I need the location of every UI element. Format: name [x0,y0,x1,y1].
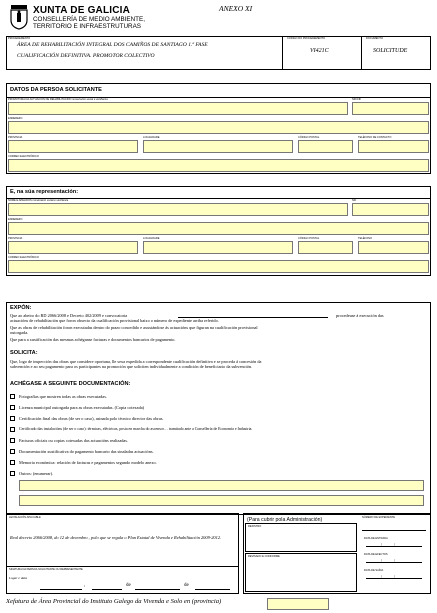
representative-title: E, na súa representación: [10,189,79,195]
entry-date-field[interactable]: // [366,543,422,547]
representative-email-label: CORREO ELECTRÓNICO [8,256,39,259]
document-type: SOLICITUDE [373,48,408,54]
applicant-address-label: ENDEREZO [8,117,23,120]
exit-date-field[interactable]: // [366,575,422,579]
brand-name: XUNTA DE GALICIA [33,5,131,16]
applicant-postcode-label: CÓDIGO POSTAL [298,136,320,139]
date-year-line[interactable] [195,589,230,590]
expon-line-1-end: procedeuse á execución das [336,313,384,318]
representative-locality-field[interactable] [143,241,293,254]
doc-item-licence: Licenza municipal outorgada para as obras executadas. (Copia cotexada) [19,405,145,410]
exit-date-label: DATA DE SAÍDA [364,569,384,572]
representative-locality-label: LOCALIDADE [143,237,160,240]
reviewed-box [245,553,357,592]
document-label: DOCUMENTO [366,37,383,40]
legislation-text: Real decreto 2066/2008, do 12 de decembro , polo que se regula o Plan Estatal de Vivenda e Rehabilitación 2009-2012. [10,535,222,540]
applicant-locality-label: LOCALIDADE [143,136,160,139]
doc-checkbox-invoices[interactable] [10,438,15,443]
applicant-email-field[interactable] [8,159,429,172]
expon-line-3: Que as obras de rehabilitación foron executadas dentro do prazo concedido e axustándose ás actuacións que figuran na cualificación provisional [10,325,258,330]
applicant-province-label: PROVINCIA [8,136,23,139]
department-line-1: CONSELLERÍA DE MEDIO AMBIENTE, [33,16,145,23]
representative-phone-field[interactable] [358,241,429,254]
applicant-postcode-field[interactable] [298,140,353,153]
doc-checkbox-final-certificate[interactable] [10,416,15,421]
applicant-address-field[interactable] [8,121,429,134]
expon-line-1: Que ao abeiro do RD 2066/2008 e Decreto 402/2009 e convocatoria [10,313,128,318]
promoter-label: PROMOTORA DA ACTUACIÓN DE REHABILITACIÓN nome/razón social e veciñanza [8,98,108,101]
file-number-line[interactable] [362,530,426,531]
legislation-box [6,513,239,594]
procedure-title: ÁREA DE REHABILITACIÓN INTEGRAL DOS CAMIÑOS DE SANTIAGO 1.ª FASE [17,42,208,48]
expon-line-4: outorgada. [10,330,29,335]
representative-postcode-field[interactable] [298,241,353,254]
doc-item-payment-proof: Documentación xustificativa do pagamento bancario das sinaladas actuacións. [19,449,154,454]
solicita-title: SOLICITA: [10,350,38,356]
province-field[interactable] [267,598,329,610]
reviewed-label: REVISADO E CONFORME [248,555,280,558]
solicita-line-2: subvención e ao seu pagamento para os participantes na promoción que soliciten individualmente a condición de beneficiario da subvención. [10,364,253,369]
solicita-line-1: Que, logo de inspección das obras que considere oportuna, lle sexa expedida a correspondente cualificación definitiva e se proceda á concesión da [10,359,262,364]
date-de-1: de [126,583,131,588]
legislation-label: LEXISLACIÓN APLICABLE [9,516,41,519]
doc-checkbox-installations[interactable] [10,427,15,432]
register-box [245,523,357,552]
applicant-phone-field[interactable] [358,140,429,153]
representative-name-field[interactable] [8,203,348,216]
doc-checkbox-others[interactable] [10,471,15,476]
applicant-locality-field[interactable] [143,140,293,153]
representative-postcode-label: CÓDIGO POSTAL [298,237,320,240]
doc-checkbox-economic-report[interactable] [10,460,15,465]
applicant-title: DATOS DA PERSOA SOLICITANTE [10,87,102,93]
date-de-2: de [184,583,189,588]
representative-address-label: ENDEREZO [8,218,23,221]
applicant-province-field[interactable] [8,140,138,153]
representative-nif-label: NIF [352,199,357,202]
entry-date-label: DATA DE ENTRADA [364,537,388,540]
doc-item-installations: Certificado das instalacións (de ser o caso): térmicas, eléctricas, posta en marcha do ascensor… tramitado ante a Consellería de Economía e Industria. [19,427,253,431]
applicant-email-label: CORREO ELECTRÓNICO [8,155,39,158]
annex-label: ANEXO XI [219,4,253,13]
expon-line-2: actuacións de rehabilitación que foron obxecto da cualificación provisional baixo o número de expediente arriba referido. [10,318,219,323]
applicant-nif-label: NIF/CIF [352,98,362,101]
others-field-2[interactable] [19,495,424,506]
representative-province-field[interactable] [8,241,138,254]
doc-item-final-certificate: Certificación final das obras (de ser o caso), asinada polo técnico director das obras. [19,416,164,421]
applicant-nif-field[interactable] [352,102,429,115]
applicant-phone-label: TELÉFONO DE CONTACTO [358,136,392,139]
register-label: REXISTRO [248,525,262,528]
department-line-2: TERRITORIO E INFRAESTRUTURAS [33,23,141,30]
representative-address-field[interactable] [8,222,429,235]
promoter-name-field[interactable] [8,102,348,115]
coat-of-arms-icon [8,4,30,30]
date-day-line[interactable] [92,589,122,590]
representative-nif-field[interactable] [352,203,429,216]
xunta-logo [8,4,30,30]
others-field-1[interactable] [19,480,424,491]
procedure-code-label: CÓDIGO DO PROCEDEMENTO [287,37,325,40]
provincial-office-text: Xefatura de Área Provincial do Instituto Galego da Vivenda e Solo en (provincia) [6,598,222,605]
effects-date-field[interactable]: // [366,559,422,563]
doc-item-economic-report: Memoria económica: relación de facturas e pagamentos segundo modelo anexo. [19,460,157,465]
representative-phone-label: TELÉFONO [358,237,372,240]
doc-checkbox-licence[interactable] [10,405,15,410]
admin-title: (Para cubrir pola Administración) [247,517,323,523]
date-place-line[interactable] [40,589,82,590]
representative-name-label: NOME E APELIDOS nome/razón social e veciñanza [8,199,69,202]
effects-date-label: DATA DE EFECTOS [364,553,388,556]
documents-title: ACHÉGASE A SEGUINTE DOCUMENTACIÓN: [10,381,131,387]
doc-item-others: Outros: (enumerar). [19,471,54,476]
procedure-code: VI421C [310,48,329,54]
expon-title: EXPÓN: [10,305,32,311]
representative-email-field[interactable] [8,260,429,273]
representative-province-label: PROVINCIA [8,237,23,240]
doc-checkbox-payment-proof[interactable] [10,449,15,454]
expon-line-5: Que para a xustificación das mesmas achéganse facturas e documentos bancarios de pagamento. [10,337,176,342]
signature-label: SINATURA DA PERSOA SOLICITANTE OU REPRESENTANTE [9,568,83,571]
doc-item-invoices: Facturas oficiais ou copias cotexadas das actuacións realizadas. [19,438,129,443]
procedure-label: PROCEDEMENTO [8,37,31,40]
doc-checkbox-photos[interactable] [10,394,15,399]
file-number-label: NÚMERO DE EXPEDIENTE [362,516,396,519]
place-label: Lugar e data [9,576,28,580]
date-month-line[interactable] [135,589,180,590]
date-comma: , [84,583,86,588]
procedure-subtitle: CUALIFICACIÓN DEFINITIVA. PROMOTOR COLECTIVO [17,53,155,59]
doc-item-photos: Fotografías que mostren todas as obras executadas. [19,394,107,399]
